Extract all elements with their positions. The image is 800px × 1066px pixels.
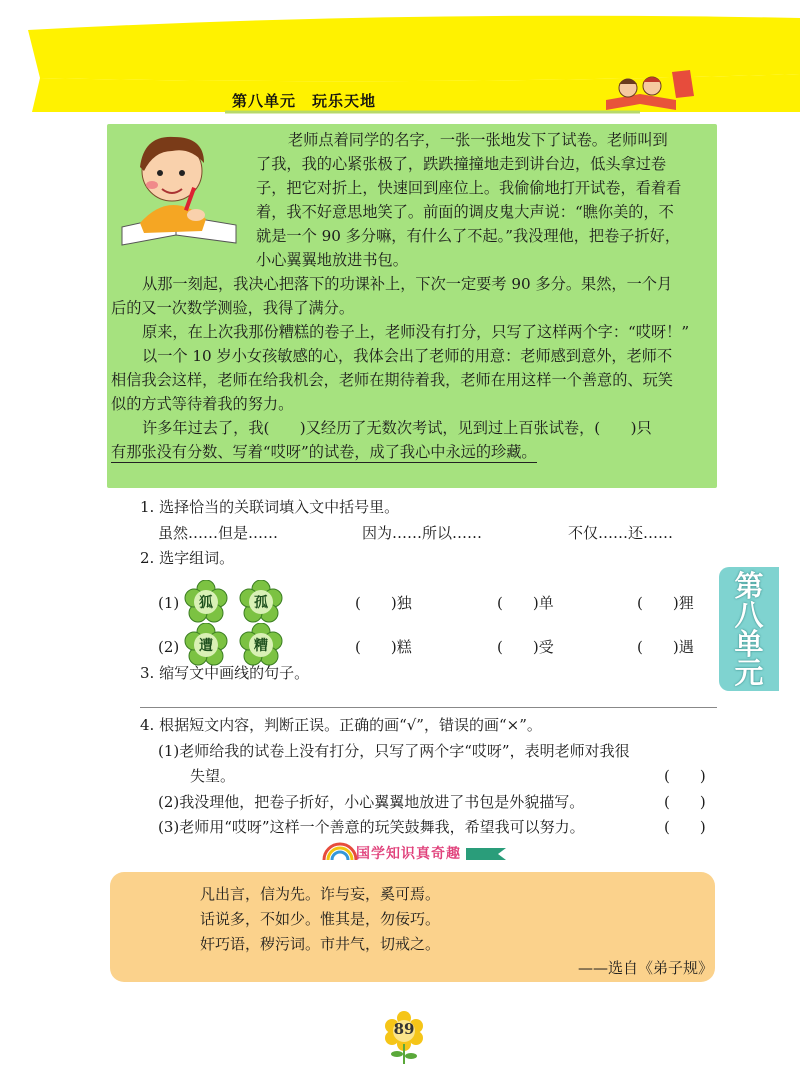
answer-line[interactable] (140, 707, 717, 708)
side-tab-label: 第八单元 (734, 569, 764, 690)
verse-line: 话说多，不如少。惟其是，勿佞巧。 (200, 910, 441, 928)
passage-line: 子，把它对折上，快速回到座位上。我偷偷地打开试卷，看着看 (256, 179, 682, 197)
flower-char: 狐 (199, 595, 213, 611)
guoxue-title: 国学知识真奇趣 (356, 846, 461, 862)
q2-blank[interactable]: ( )狸 (637, 594, 694, 612)
passage-line: 老师点着同学的名字，一张一张地发下了试卷。老师叫到 (288, 131, 668, 149)
passage-line: 原来，在上次我那份糟糕的卷子上，老师没有打分，只写了这样两个字：“哎呀！” (142, 323, 690, 341)
rainbow-icon (322, 840, 358, 862)
passage-line: 相信我会这样，老师在给我机会，老师在期待着我，老师在用这样一个善意的、玩笑 (111, 371, 673, 389)
unit-title: 第八单元 玩乐天地 (232, 92, 377, 110)
q4-answer-paren[interactable]: ( ) (664, 767, 706, 785)
flower-char: 孤 (254, 595, 268, 611)
passage-line: 后的又一次数学测验，我得了满分。 (111, 299, 354, 317)
q2-blank[interactable]: ( )遇 (637, 638, 694, 656)
q4-answer-paren[interactable]: ( ) (664, 818, 706, 836)
q4-answer-paren[interactable]: ( ) (664, 793, 706, 811)
q1-option: 不仅……还…… (568, 524, 674, 542)
q2-blank[interactable]: ( )单 (497, 594, 554, 612)
passage-line: 许多年过去了，我( )又经历了无数次考试，见到过上百张试卷，( )只 (142, 419, 652, 437)
verse-line: 奸巧语，秽污词。市井气，切戒之。 (200, 935, 441, 953)
passage-line: 着，我不好意思地笑了。前面的调皮鬼大声说：“瞧你美的，不 (256, 203, 674, 221)
passage-line-underlined (111, 440, 537, 464)
q1-option: 虽然……但是…… (158, 524, 279, 542)
passage-line: 以一个 10 岁小女孩敏感的心，我体会出了老师的用意：老师感到意外，老师不 (142, 347, 673, 365)
question-3-prompt: 3. 缩写文中画线的句子。 (140, 664, 310, 682)
q2-blank[interactable]: ( )独 (355, 594, 412, 612)
ribbon-icon (466, 846, 506, 862)
passage-line: 就是一个 90 多分嘛，有什么了不起。”我没理他，把卷子折好， (256, 227, 681, 245)
q2-blank[interactable]: ( )受 (497, 638, 554, 656)
verse-line: 凡出言，信为先。诈与妄，奚可焉。 (200, 885, 441, 903)
question-1-prompt: 1. 选择恰当的关联词填入文中括号里。 (140, 498, 400, 516)
flower-char: 糟 (254, 638, 268, 654)
flower-char-card (239, 580, 283, 624)
q4-item: (3)老师用“哎呀”这样一个善意的玩笑鼓舞我，希望我可以努力。 (158, 818, 585, 836)
boy-reading-illustration (110, 127, 244, 253)
flower-char-card (184, 623, 228, 667)
flower-char-card (184, 580, 228, 624)
passage-line: 从那一刻起，我决心把落下的功课补上，下次一定要考 90 多分。果然，一个月 (142, 275, 673, 293)
q1-option: 因为……所以…… (362, 524, 483, 542)
header-banner (0, 0, 800, 118)
underlined-sentence: 有那张没有分数、写着“哎呀”的试卷，成了我心中永远的珍藏。 (111, 443, 537, 461)
question-2-prompt: 2. 选字组词。 (140, 549, 235, 567)
question-4-prompt: 4. 根据短文内容，判断正误。正确的画“√”，错误的画“×”。 (140, 716, 542, 734)
q2-blank[interactable]: ( )糕 (355, 638, 412, 656)
q4-item: (2)我没理他，把卷子折好，小心翼翼地放进了书包是外貌描写。 (158, 793, 585, 811)
passage-line: 小心翼翼地放进书包。 (256, 251, 408, 269)
flower-char-card (239, 623, 283, 667)
flower-char: 遭 (199, 638, 213, 654)
q4-item-continued: 失望。 (190, 767, 236, 785)
passage-line: 了我，我的心紧张极了，跌跌撞撞地走到讲台边，低头拿过卷 (256, 155, 667, 173)
q2-row-number: (1) (158, 594, 180, 612)
verse-source: ——选自《弟子规》 (578, 959, 714, 977)
passage-line: 似的方式等待着我的努力。 (111, 395, 294, 413)
page-number: 89 (393, 1020, 415, 1038)
q2-row-number: (2) (158, 638, 180, 656)
q4-item: (1)老师给我的试卷上没有打分，只写了两个字“哎呀”，表明老师对我很 (158, 742, 630, 760)
